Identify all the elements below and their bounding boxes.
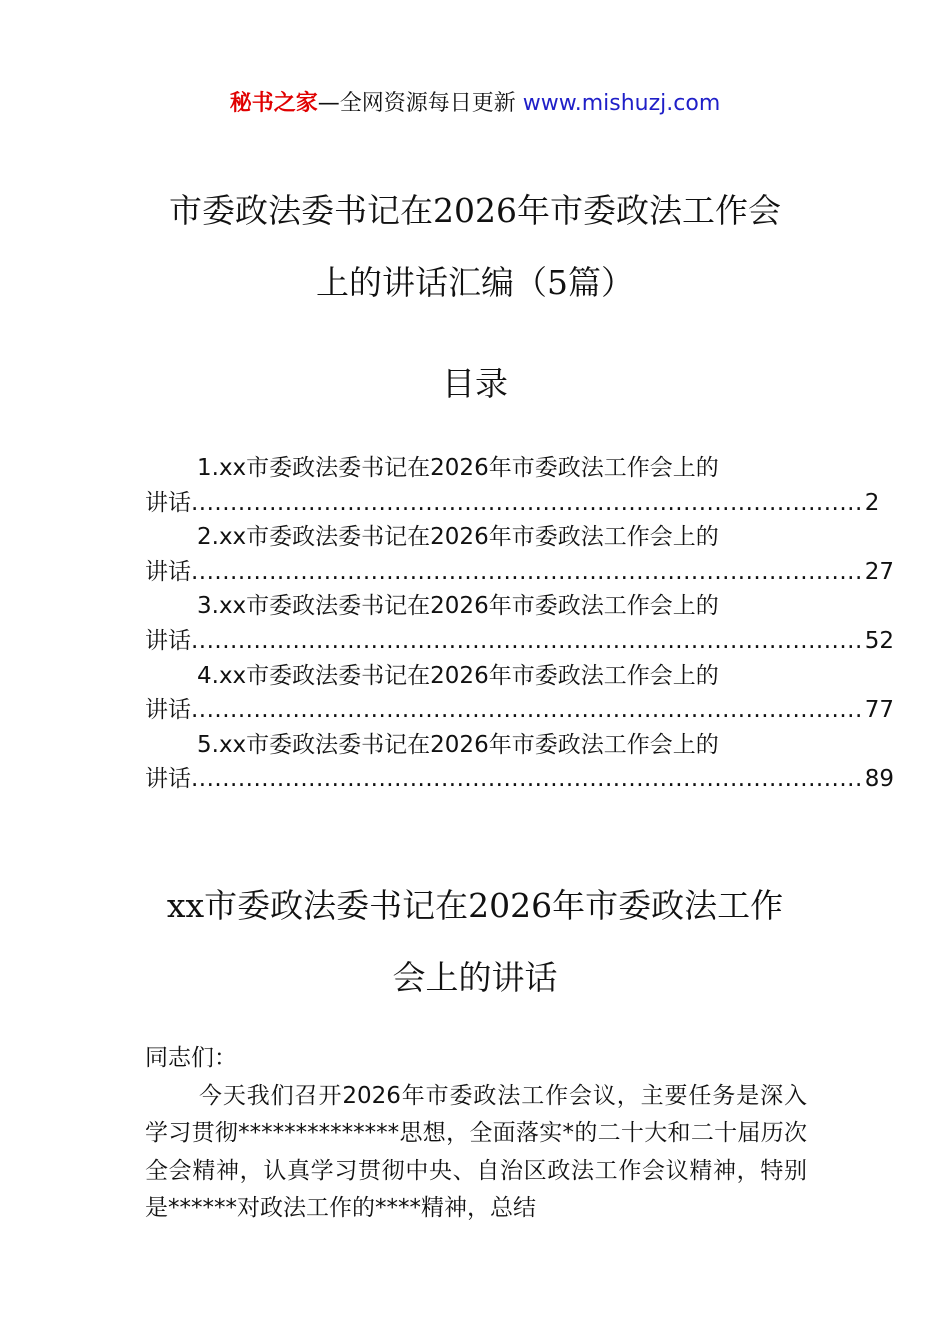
site-header xyxy=(0,88,950,120)
toc-entry-title: 5.xx市委政法委书记在2026年市委政法工作会上的 xyxy=(197,731,719,758)
toc-entry-title-cont: 讲话 xyxy=(145,627,191,654)
toc-page-number: 52 xyxy=(864,627,895,654)
toc-entry-1[interactable] xyxy=(145,451,880,520)
document-title xyxy=(140,175,810,319)
site-link[interactable]: www.mishuzj.com xyxy=(515,91,721,116)
toc-page-number: 77 xyxy=(864,697,895,724)
header-tagline: —全网资源每日更新 xyxy=(317,91,516,116)
toc-entry-title-cont: 讲话 xyxy=(145,766,191,793)
toc-leader-dots: ...................................................................................... xyxy=(191,697,863,724)
section-title-line2: 会上的讲话 xyxy=(392,958,558,997)
toc-entry-title-cont: 讲话 xyxy=(145,697,191,724)
toc-leader-dots: ...................................................................................... xyxy=(191,627,863,654)
salutation: 同志们： xyxy=(145,1045,237,1071)
document-title-line2: 上的讲话汇编（5篇） xyxy=(316,263,634,302)
toc-page-number: 27 xyxy=(864,558,895,585)
toc-leader-dots: ...................................................................................... xyxy=(191,766,863,793)
toc-entry-title: 3.xx市委政法委书记在2026年市委政法工作会上的 xyxy=(197,593,719,620)
toc-leader-dots: ...................................................................................... xyxy=(191,558,863,585)
toc-heading: 目录 xyxy=(442,364,508,403)
document-title-line1: 市委政法委书记在2026年市委政法工作会 xyxy=(169,191,781,230)
toc-entry-title-cont: 讲话 xyxy=(145,489,191,516)
toc-entry-title: 4.xx市委政法委书记在2026年市委政法工作会上的 xyxy=(197,662,719,689)
toc-entry-title-cont: 讲话 xyxy=(145,558,191,585)
toc-entry-2[interactable] xyxy=(145,520,895,589)
toc-entry-4[interactable] xyxy=(145,659,895,728)
toc-leader-dots: ...................................................................................... xyxy=(191,489,863,516)
toc-entry-title: 1.xx市委政法委书记在2026年市委政法工作会上的 xyxy=(197,455,719,481)
section-title-line1: xx市委政法委书记在2026年市委政法工作 xyxy=(166,886,784,925)
toc-entry-3[interactable] xyxy=(145,589,895,658)
brand-name: 秘书之家 xyxy=(229,91,318,116)
toc-entry-5[interactable] xyxy=(145,728,895,797)
toc-entry-title: 2.xx市委政法委书记在2026年市委政法工作会上的 xyxy=(197,524,719,551)
speech-body xyxy=(145,1040,807,1228)
body-paragraph: 今天我们召开2026年市委政法工作会议，主要任务是深入学习贯彻**************思想，全面落实*的二十大和二十届历次全会精神，认真学习贯彻中央、自治区政法工作会议精神，特别是******对政法工作的****精神，总结 xyxy=(145,1082,807,1221)
toc-page-number: 89 xyxy=(864,766,895,793)
section-title xyxy=(140,870,810,1014)
table-of-contents xyxy=(145,451,895,797)
toc-page-number: 2 xyxy=(864,489,880,516)
